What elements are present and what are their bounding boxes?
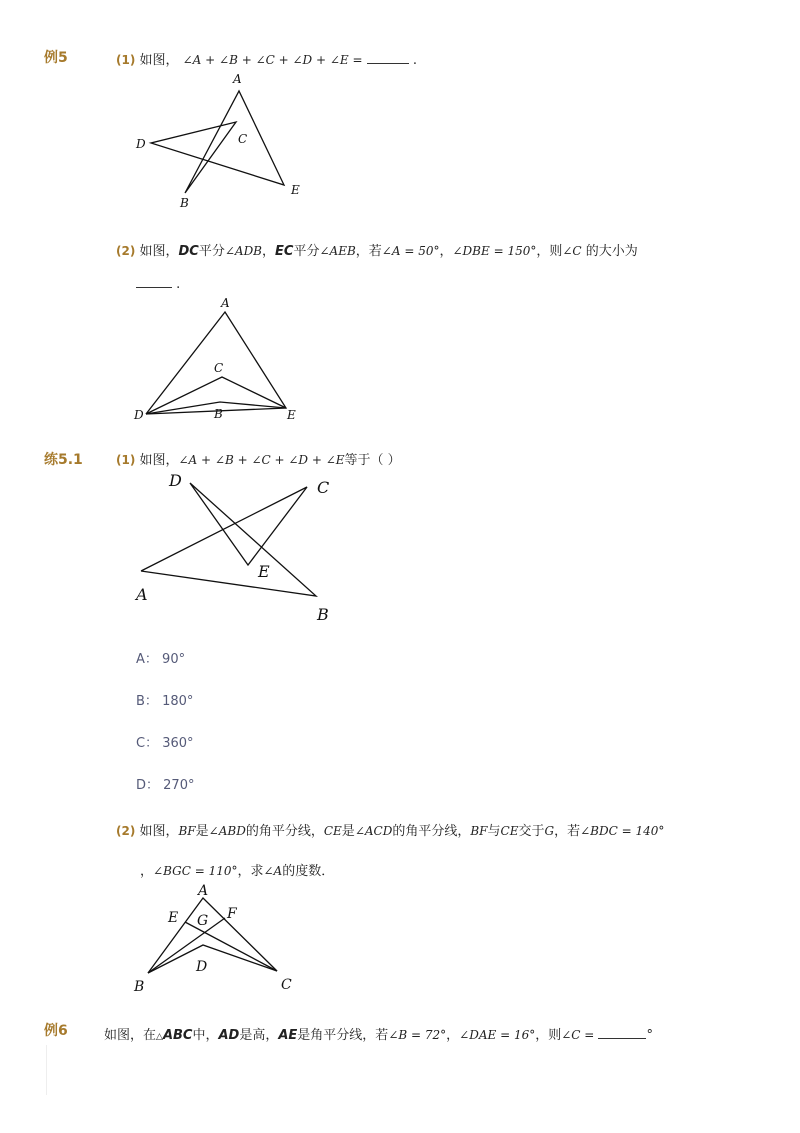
degree-sign: ° <box>646 1028 653 1043</box>
comma: ， <box>140 864 154 879</box>
angle-acd: ∠ACD <box>354 824 393 838</box>
angle-c: ∠C <box>562 244 582 258</box>
comma: ， <box>262 244 276 259</box>
label-D: D <box>169 471 182 490</box>
label-C: C <box>281 977 292 993</box>
margin-rule <box>46 1045 47 1095</box>
angle-c: ∠C = <box>561 1028 595 1042</box>
segment-dc: DC <box>178 244 199 259</box>
practice-5-1-tag: 练5.1 <box>44 452 83 468</box>
option-key: B： <box>136 694 158 709</box>
text: ，则 <box>536 244 563 259</box>
label-A: A <box>233 72 242 86</box>
label-B: B <box>134 979 145 995</box>
text: 是 <box>341 824 355 839</box>
option-value: 360° <box>162 736 194 751</box>
point-g: G <box>544 824 555 838</box>
label-E: E <box>291 183 300 197</box>
label-D: D <box>136 137 146 151</box>
example-5-tag: 例5 <box>44 50 68 66</box>
period: . <box>412 53 417 68</box>
text: 的度数． <box>282 864 335 879</box>
question-number: (1) <box>116 453 136 467</box>
text: 是角平分线，若 <box>297 1028 389 1043</box>
comma: ， <box>439 244 453 259</box>
label-E: E <box>287 408 296 422</box>
text: 的角平分线， <box>245 824 324 839</box>
question-number: (2) <box>116 824 136 838</box>
text: 平分 <box>293 244 320 259</box>
angle-abd: ∠ABD <box>208 824 246 838</box>
segment-bf: BF <box>470 824 488 838</box>
option-key: C： <box>136 736 159 751</box>
question-text: 等于（ ） <box>344 453 401 468</box>
text: 中， <box>192 1028 219 1043</box>
option-key: A： <box>136 652 158 667</box>
question-text: 如图， <box>139 824 179 839</box>
angle-adb: ∠ADB <box>224 244 263 258</box>
label-G: G <box>197 913 209 929</box>
text: 平分 <box>198 244 225 259</box>
text: ，则 <box>535 1028 562 1043</box>
text: 是 <box>195 824 209 839</box>
segment-ce: CE <box>500 824 519 838</box>
label-D: D <box>134 408 144 422</box>
segment-bf: BF <box>178 824 196 838</box>
label-C: C <box>214 361 224 375</box>
label-E: E <box>258 562 270 581</box>
question-text: 如图，在 <box>104 1028 157 1043</box>
ex6-question <box>104 1024 653 1043</box>
text: ，若 <box>355 244 382 259</box>
question-text: 如图， <box>139 453 179 468</box>
angle-b-value: ∠B = 72° <box>388 1028 447 1042</box>
label-F: F <box>227 906 237 922</box>
segment-ad: AD <box>218 1028 240 1043</box>
figure-segment <box>148 918 225 973</box>
angle-bdc-value: ∠BDC = 140° <box>580 824 665 838</box>
example-6-tag: 例6 <box>44 1023 68 1039</box>
question-text: 如图， <box>139 53 179 68</box>
period: . <box>176 277 181 292</box>
angle-a: ∠A <box>263 864 283 878</box>
text: ，求 <box>237 864 264 879</box>
label-A: A <box>198 883 209 899</box>
question-number: (2) <box>116 244 136 258</box>
label-B: B <box>214 407 223 421</box>
angle-sum-expression: ∠A + ∠B + ∠C + ∠D + ∠E <box>178 453 345 467</box>
label-D: D <box>196 959 208 975</box>
label-A: A <box>136 585 148 604</box>
option-value: 180° <box>162 694 194 709</box>
answer-blank[interactable] <box>598 1037 646 1039</box>
triangle-abc: ABC <box>162 1028 193 1043</box>
comma: ， <box>446 1028 460 1043</box>
text: 的角平分线， <box>392 824 471 839</box>
angle-dae-value: ∠DAE = 16° <box>459 1028 536 1042</box>
segment-ae: AE <box>278 1028 298 1043</box>
label-B: B <box>180 196 189 210</box>
angle-aeb: ∠AEB <box>319 244 356 258</box>
text: ，若 <box>554 824 581 839</box>
question-text: 如图， <box>139 244 179 259</box>
option-key: D： <box>136 778 160 793</box>
question-number: (1) <box>116 53 136 67</box>
label-A: A <box>221 296 230 310</box>
segment-ec: EC <box>275 244 294 259</box>
triangle-icon: △ <box>156 1032 163 1042</box>
angle-dbe-value: ∠DBE = 150° <box>452 244 537 258</box>
option-value: 270° <box>163 778 195 793</box>
label-E: E <box>168 910 179 926</box>
option-value: 90° <box>162 652 186 667</box>
text: 的大小为 <box>581 244 638 259</box>
label-B: B <box>317 605 329 624</box>
angle-sum-expression: ∠A + ∠B + ∠C + ∠D + ∠E = <box>182 53 363 67</box>
label-C: C <box>238 132 248 146</box>
segment-ce: CE <box>323 824 342 838</box>
angle-a-value: ∠A = 50° <box>381 244 440 258</box>
text: 与 <box>487 824 501 839</box>
label-C: C <box>317 478 330 497</box>
text: 交于 <box>518 824 545 839</box>
angle-bgc-value: ∠BGC = 110° <box>153 864 238 878</box>
text: 是高， <box>239 1028 279 1043</box>
